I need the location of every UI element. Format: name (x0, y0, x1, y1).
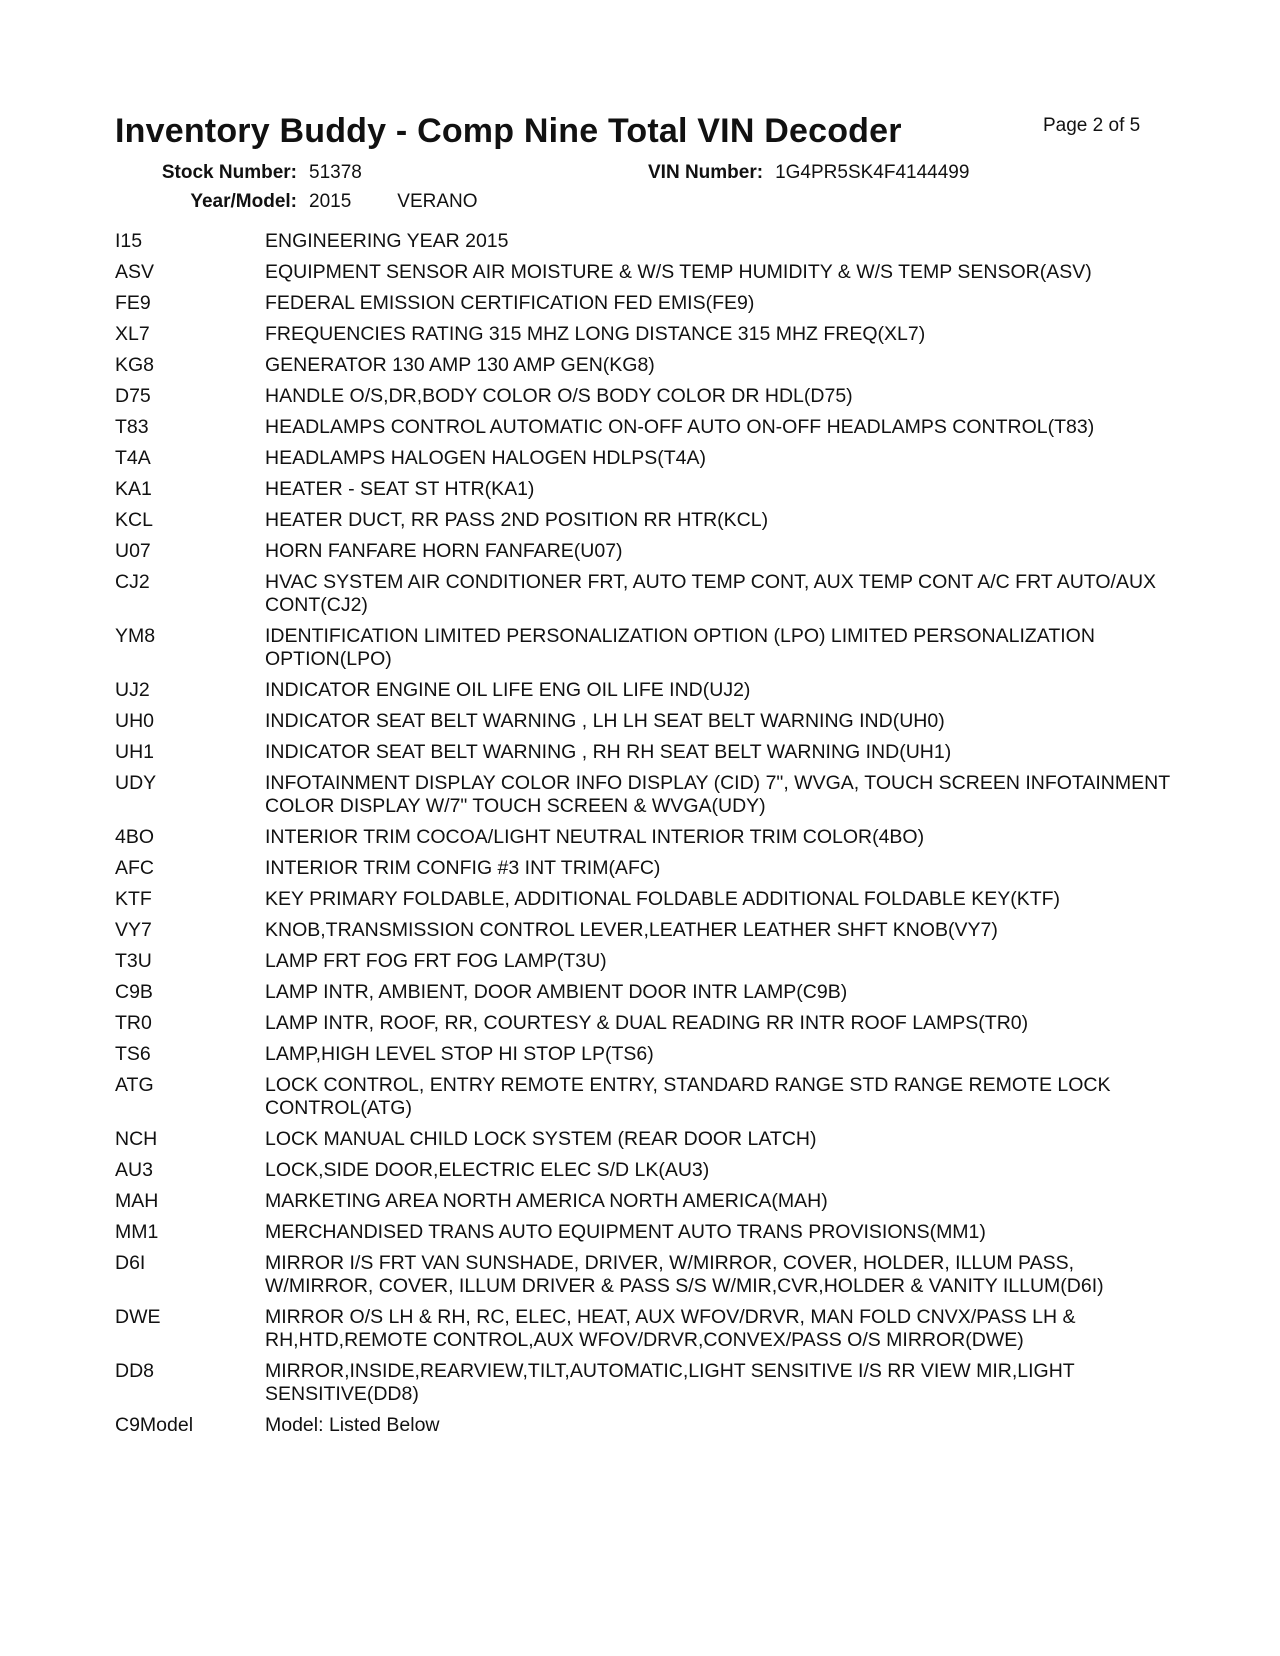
option-code: FE9 (115, 292, 151, 314)
option-code: XL7 (115, 323, 150, 345)
table-row (115, 323, 1175, 346)
option-code-list (115, 230, 1175, 1445)
option-description: MARKETING AREA NORTH AMERICA NORTH AMERICA(MAH) (265, 1190, 828, 1212)
option-description: HANDLE O/S,DR,BODY COLOR O/S BODY COLOR DR HDL(D75) (265, 385, 853, 407)
stock-number-value: 51378 (309, 162, 362, 183)
option-code: TS6 (115, 1043, 151, 1065)
option-code: TR0 (115, 1012, 152, 1034)
stock-number (155, 162, 362, 184)
table-row (115, 1360, 1175, 1406)
option-code: UH1 (115, 741, 155, 763)
stock-number-label: Stock Number: (161, 162, 297, 183)
year-value: 2015 (309, 191, 352, 212)
model-value: VERANO (397, 191, 478, 212)
option-code: YM8 (115, 625, 156, 647)
table-row (115, 447, 1175, 470)
option-code: ATG (115, 1074, 154, 1096)
table-row (115, 1252, 1175, 1298)
option-description: KEY PRIMARY FOLDABLE, ADDITIONAL FOLDABLE ADDITIONAL FOLDABLE KEY(KTF) (265, 888, 1061, 910)
option-description: MIRROR O/S LH & RH, RC, ELEC, HEAT, AUX WFOV/DRVR, MAN FOLD CNVX/PASS LH & RH,HTD,REMOTE CONTROL,AUX WFOV/DRVR,CONVEX/PASS O/S MIRROR(DWE) (265, 1306, 1076, 1351)
table-row (115, 1074, 1175, 1120)
option-description: LAMP INTR, AMBIENT, DOOR AMBIENT DOOR INTR LAMP(C9B) (265, 981, 848, 1003)
table-row (115, 571, 1175, 617)
option-code: C9B (115, 981, 153, 1003)
table-row (115, 1128, 1175, 1151)
option-code: DD8 (115, 1360, 155, 1382)
option-code: KG8 (115, 354, 155, 376)
option-description: INFOTAINMENT DISPLAY COLOR INFO DISPLAY (CID) 7", WVGA, TOUCH SCREEN INFOTAINMENT COLOR DISPLAY W/7" TOUCH SCREEN & WVGA(UDY) (265, 772, 1170, 817)
option-code: UDY (115, 772, 157, 794)
table-row (115, 625, 1175, 671)
table-row (115, 1043, 1175, 1066)
option-description: Model: Listed Below (265, 1414, 440, 1436)
option-description: FEDERAL EMISSION CERTIFICATION FED EMIS(FE9) (265, 292, 755, 314)
option-code: C9Model (115, 1414, 194, 1436)
option-code: UH0 (115, 710, 155, 732)
table-row (115, 1159, 1175, 1182)
table-row (115, 1190, 1175, 1213)
option-description: LAMP FRT FOG FRT FOG LAMP(T3U) (265, 950, 607, 972)
option-description: FREQUENCIES RATING 315 MHZ LONG DISTANCE 315 MHZ FREQ(XL7) (265, 323, 926, 345)
option-code: KTF (115, 888, 152, 910)
page-number: Page 2 of 5 (1043, 115, 1141, 136)
option-code: I15 (115, 230, 143, 252)
option-code: MM1 (115, 1221, 159, 1243)
option-description: HEADLAMPS HALOGEN HALOGEN HDLPS(T4A) (265, 447, 707, 469)
option-description: ENGINEERING YEAR 2015 (265, 230, 509, 252)
option-description: HORN FANFARE HORN FANFARE(U07) (265, 540, 623, 562)
table-row (115, 261, 1175, 284)
option-code: KA1 (115, 478, 152, 500)
option-description: LOCK MANUAL CHILD LOCK SYSTEM (REAR DOOR LATCH) (265, 1128, 817, 1150)
option-description: LOCK CONTROL, ENTRY REMOTE ENTRY, STANDARD RANGE STD RANGE REMOTE LOCK CONTROL(ATG) (265, 1074, 1111, 1119)
year-model-label: Year/Model: (190, 191, 297, 212)
option-description: LAMP,HIGH LEVEL STOP HI STOP LP(TS6) (265, 1043, 654, 1065)
table-row (115, 950, 1175, 973)
option-code: ASV (115, 261, 155, 283)
option-description: HEADLAMPS CONTROL AUTOMATIC ON-OFF AUTO ON-OFF HEADLAMPS CONTROL(T83) (265, 416, 1095, 438)
table-row (115, 857, 1175, 880)
option-code: VY7 (115, 919, 152, 941)
option-description: MIRROR,INSIDE,REARVIEW,TILT,AUTOMATIC,LIGHT SENSITIVE I/S RR VIEW MIR,LIGHT SENSITIVE(DD8) (265, 1360, 1075, 1405)
table-row (115, 354, 1175, 377)
table-row (115, 1012, 1175, 1035)
option-description: INTERIOR TRIM COCOA/LIGHT NEUTRAL INTERIOR TRIM COLOR(4BO) (265, 826, 925, 848)
option-description: INDICATOR SEAT BELT WARNING , RH RH SEAT BELT WARNING IND(UH1) (265, 741, 952, 763)
option-code: T4A (115, 447, 151, 469)
table-row (115, 540, 1175, 563)
table-row (115, 741, 1175, 764)
option-description: HEATER DUCT, RR PASS 2ND POSITION RR HTR(KCL) (265, 509, 769, 531)
table-row (115, 1414, 1175, 1437)
table-row (115, 416, 1175, 439)
option-description: INDICATOR SEAT BELT WARNING , LH LH SEAT BELT WARNING IND(UH0) (265, 710, 945, 732)
option-code: U07 (115, 540, 151, 562)
option-description: INDICATOR ENGINE OIL LIFE ENG OIL LIFE IND(UJ2) (265, 679, 751, 701)
option-code: T3U (115, 950, 152, 972)
option-description: LOCK,SIDE DOOR,ELECTRIC ELEC S/D LK(AU3) (265, 1159, 710, 1181)
option-code: UJ2 (115, 679, 150, 701)
option-code: AU3 (115, 1159, 153, 1181)
option-description: IDENTIFICATION LIMITED PERSONALIZATION OPTION (LPO) LIMITED PERSONALIZATION OPTION(LPO) (265, 625, 1095, 670)
option-description: HEATER - SEAT ST HTR(KA1) (265, 478, 535, 500)
option-code: 4BO (115, 826, 155, 848)
option-description: LAMP INTR, ROOF, RR, COURTESY & DUAL READING RR INTR ROOF LAMPS(TR0) (265, 1012, 1029, 1034)
table-row (115, 230, 1175, 253)
option-code: MAH (115, 1190, 159, 1212)
table-row (115, 478, 1175, 501)
table-row (115, 509, 1175, 532)
year-model (155, 191, 478, 213)
option-code: AFC (115, 857, 154, 879)
vin-number (648, 162, 969, 184)
option-description: EQUIPMENT SENSOR AIR MOISTURE & W/S TEMP HUMIDITY & W/S TEMP SENSOR(ASV) (265, 261, 1092, 283)
option-code: KCL (115, 509, 153, 531)
option-description: GENERATOR 130 AMP 130 AMP GEN(KG8) (265, 354, 655, 376)
table-row (115, 292, 1175, 315)
table-row (115, 385, 1175, 408)
vin-number-value: 1G4PR5SK4F4144499 (775, 162, 970, 183)
table-row (115, 981, 1175, 1004)
option-code: D75 (115, 385, 151, 407)
option-code: DWE (115, 1306, 161, 1328)
option-description: MIRROR I/S FRT VAN SUNSHADE, DRIVER, W/MIRROR, COVER, HOLDER, ILLUM PASS, W/MIRROR, COVER, ILLUM DRIVER & PASS S/S W/MIR,CVR,HOLDER & VANITY ILLUM(D6I) (265, 1252, 1104, 1297)
option-description: INTERIOR TRIM CONFIG #3 INT TRIM(AFC) (265, 857, 661, 879)
option-code: T83 (115, 416, 149, 438)
table-row (115, 1306, 1175, 1352)
option-code: CJ2 (115, 571, 150, 593)
table-row (115, 888, 1175, 911)
table-row (115, 826, 1175, 849)
page-title: Inventory Buddy - Comp Nine Total VIN Decoder (115, 112, 902, 150)
option-code: NCH (115, 1128, 158, 1150)
table-row (115, 919, 1175, 942)
option-description: MERCHANDISED TRANS AUTO EQUIPMENT AUTO TRANS PROVISIONS(MM1) (265, 1221, 986, 1243)
option-code: D6I (115, 1252, 146, 1274)
option-description: HVAC SYSTEM AIR CONDITIONER FRT, AUTO TEMP CONT, AUX TEMP CONT A/C FRT AUTO/AUX CONT(CJ2) (265, 571, 1157, 616)
vin-number-label: VIN Number: (648, 162, 764, 183)
table-row (115, 710, 1175, 733)
table-row (115, 679, 1175, 702)
table-row (115, 1221, 1175, 1244)
table-row (115, 772, 1175, 818)
option-description: KNOB,TRANSMISSION CONTROL LEVER,LEATHER LEATHER SHFT KNOB(VY7) (265, 919, 998, 941)
